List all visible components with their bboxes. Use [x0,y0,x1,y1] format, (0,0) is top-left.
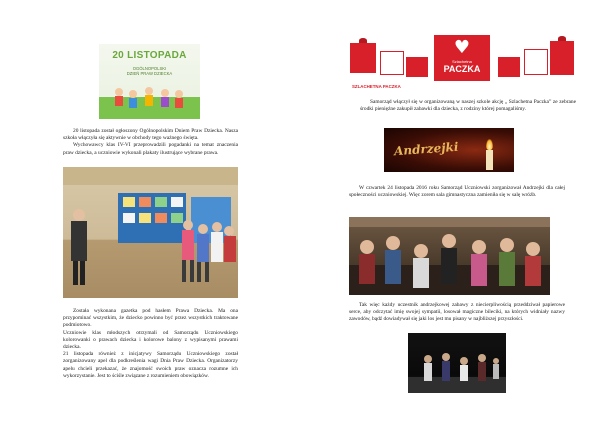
photo-dance-floor [408,333,506,393]
heart-icon: ♥ [453,37,471,58]
paragraph-games: Tak więc każdy uczestnik andrzejkowej zabawy z niecierpliwością przeddziwał papierowe serce, aby odczytać imię swojej sympatii, losował magiczne bileciki, na których widniały nazwy zawodów, bądź dowiadywał się jaki los jest mu pisany w najbliższej przyszłości. [349,302,565,323]
banner-caption: SZLACHETNA PACZKA [352,84,401,89]
andrzejki-text [349,185,565,199]
photo-andrzejki-party [349,217,550,295]
photo-andrzejki-party-scene [349,217,550,295]
andrzejki-games-text [349,302,565,324]
gift-box [524,49,548,75]
gift-bow [359,38,367,43]
andrzejki-image [384,128,514,172]
szlachetna-paczka-banner [348,33,576,90]
candle-icon [486,150,493,170]
gift-box [380,51,404,75]
logo-line-2: PACZKA [443,64,481,74]
paragraph-4: Uczniowie klas młodszych otrzymali od Samorządu Uczniowskiego kolorowanki o prawach dziecka i kolorowe balony z wypisanymi prawami dziecka. [63,329,238,351]
photo-dance-floor-scene [408,333,506,393]
banner-subtitle-line2: DZIEŃ PRAW DZIECKA [126,71,173,76]
szlachetna-paczka-logo [434,35,490,81]
gift-box [350,43,376,73]
gift-box [550,41,574,75]
gift-box [498,57,520,77]
andrzejki-title: Andrzejki [393,139,459,159]
childrens-rights-day-banner [99,44,200,119]
gift-bow [558,36,566,41]
candle-flame-icon [486,139,493,150]
paragraph-paczka: Samorząd włączył się w organizowaną w naszej szkole akcję „ Szlachetna Paczka” ze zebrane środki pieniężne zakupił zabawki dla dziecka, z rodziny której pomagaliśmy. [360,99,576,113]
paragraph-andrzejki: W czwartek 24 listopada 2016 roku Samorząd Uczniowski zorganizował Andrzejki dla całej społeczności uczniowskiej. Więc zorem sala gimnastyczna zamieniła się w salę wróżb. [349,185,565,199]
paragraph-1: 20 listopada został ogłoszony Ogólnopolskim Dniem Praw Dziecka. Nasza szkoła włączyła się aktywnie w obchody tego ważnego święta. [63,128,238,142]
paragraph-3: Została wykonana gazetka pod hasłem Prawa Dziecka. Ma ona przypominać wszystkim, że dziecko powinno być przez wszystkich traktowane podmiotowo. [63,308,238,329]
photo-school-display-scene [63,167,238,298]
gift-box [406,57,428,77]
intro-text [63,128,238,157]
banner-subtitle-line1: OGÓLNOPOLSKI [132,66,167,71]
display-text [63,308,238,380]
logo-line-1: Szlachetna [452,59,472,64]
banner-date-title: 20 LISTOPADA [112,50,187,61]
szlachetna-paczka-text [360,99,576,113]
photo-school-display [63,167,238,298]
children-illustration [99,78,200,119]
paragraph-5: 21 listopada również z inicjatywy Samorządu Uczniowskiego został zorganizowany apel dla podkreślenia wagi Dnia Praw Dziecka. Organizatorzy apelu chcieli przekazać, że znajomość swoich praw oznacza rozumne ich wykorzystanie. Jest to ściśle związane z rozumieniem obowiązków. [63,351,238,379]
paragraph-2: Wychowawcy klas IV-VI przeprowadzili pogadanki na temat znaczenia praw dziecka, a uczniowie wykonali plakaty ilustrujące wybrane prawa. [63,142,238,156]
